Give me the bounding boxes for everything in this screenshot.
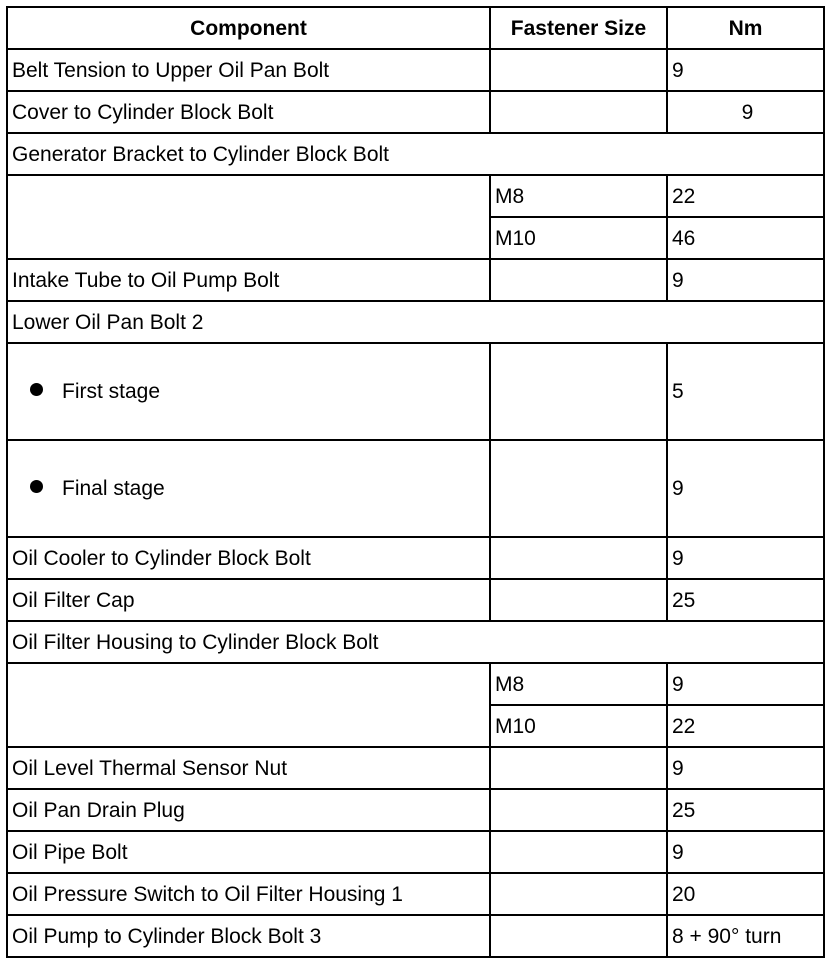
- component-cell: Oil Filter Cap: [7, 579, 490, 621]
- table-row: [7, 579, 824, 621]
- table-row: [7, 175, 824, 217]
- nm-cell: 25: [667, 789, 824, 831]
- fastener-size-cell: [490, 91, 667, 133]
- section-row: [7, 133, 824, 175]
- table-row: [7, 915, 824, 957]
- stage-label: Final stage: [62, 477, 165, 500]
- header-component: Component: [7, 7, 490, 49]
- component-cell: Oil Pump to Cylinder Block Bolt 3: [7, 915, 490, 957]
- nm-cell: 9: [667, 49, 824, 91]
- fastener-size-cell: M8: [490, 663, 667, 705]
- nm-cell: 25: [667, 579, 824, 621]
- nm-cell: 46: [667, 217, 824, 259]
- bullet-icon: [30, 480, 43, 493]
- section-row: [7, 301, 824, 343]
- fastener-size-cell: [490, 440, 667, 537]
- nm-cell: 8 + 90° turn: [667, 915, 824, 957]
- nm-cell: 9: [667, 91, 824, 133]
- component-cell: [7, 440, 490, 537]
- header-fastener-size: Fastener Size: [490, 7, 667, 49]
- nm-cell: 9: [667, 259, 824, 301]
- nm-cell: 22: [667, 705, 824, 747]
- nm-cell: 22: [667, 175, 824, 217]
- nm-cell: 20: [667, 873, 824, 915]
- stage-label: First stage: [62, 380, 161, 403]
- component-cell: [7, 175, 490, 259]
- fastener-size-cell: [490, 789, 667, 831]
- table-row: [7, 49, 824, 91]
- table-row: [7, 343, 824, 440]
- component-cell: [7, 663, 490, 747]
- fastener-size-cell: M8: [490, 175, 667, 217]
- table-row: [7, 259, 824, 301]
- table-row: [7, 663, 824, 705]
- nm-cell: 9: [667, 663, 824, 705]
- section-title-cell: Lower Oil Pan Bolt 2: [7, 301, 824, 343]
- component-cell: Cover to Cylinder Block Bolt: [7, 91, 490, 133]
- fastener-size-cell: [490, 343, 667, 440]
- header-nm: Nm: [667, 7, 824, 49]
- component-cell: Oil Pipe Bolt: [7, 831, 490, 873]
- table-row: [7, 747, 824, 789]
- component-cell: [7, 343, 490, 440]
- section-title-cell: Generator Bracket to Cylinder Block Bolt: [7, 133, 824, 175]
- table-row: [7, 789, 824, 831]
- component-cell: Oil Pan Drain Plug: [7, 789, 490, 831]
- fastener-size-cell: M10: [490, 217, 667, 259]
- fastener-size-cell: [490, 537, 667, 579]
- fastener-size-cell: M10: [490, 705, 667, 747]
- nm-cell: 9: [667, 747, 824, 789]
- fastener-size-cell: [490, 915, 667, 957]
- section-row: [7, 621, 824, 663]
- table-row: [7, 873, 824, 915]
- section-title-cell: Oil Filter Housing to Cylinder Block Bolt: [7, 621, 824, 663]
- nm-cell: 9: [667, 440, 824, 537]
- table-row: [7, 537, 824, 579]
- header-row: [7, 7, 824, 49]
- fastener-size-cell: [490, 49, 667, 91]
- fastener-size-cell: [490, 873, 667, 915]
- nm-cell: 9: [667, 537, 824, 579]
- nm-cell: 9: [667, 831, 824, 873]
- nm-cell: 5: [667, 343, 824, 440]
- fastener-size-cell: [490, 747, 667, 789]
- fastener-size-cell: [490, 831, 667, 873]
- table-row: [7, 91, 824, 133]
- fastener-size-cell: [490, 579, 667, 621]
- component-cell: Intake Tube to Oil Pump Bolt: [7, 259, 490, 301]
- component-cell: Oil Level Thermal Sensor Nut: [7, 747, 490, 789]
- torque-spec-table: [6, 6, 825, 958]
- component-cell: Oil Pressure Switch to Oil Filter Housing 1: [7, 873, 490, 915]
- bullet-icon: [30, 383, 43, 396]
- component-cell: Belt Tension to Upper Oil Pan Bolt: [7, 49, 490, 91]
- table-row: [7, 831, 824, 873]
- component-cell: Oil Cooler to Cylinder Block Bolt: [7, 537, 490, 579]
- fastener-size-cell: [490, 259, 667, 301]
- table-row: [7, 440, 824, 537]
